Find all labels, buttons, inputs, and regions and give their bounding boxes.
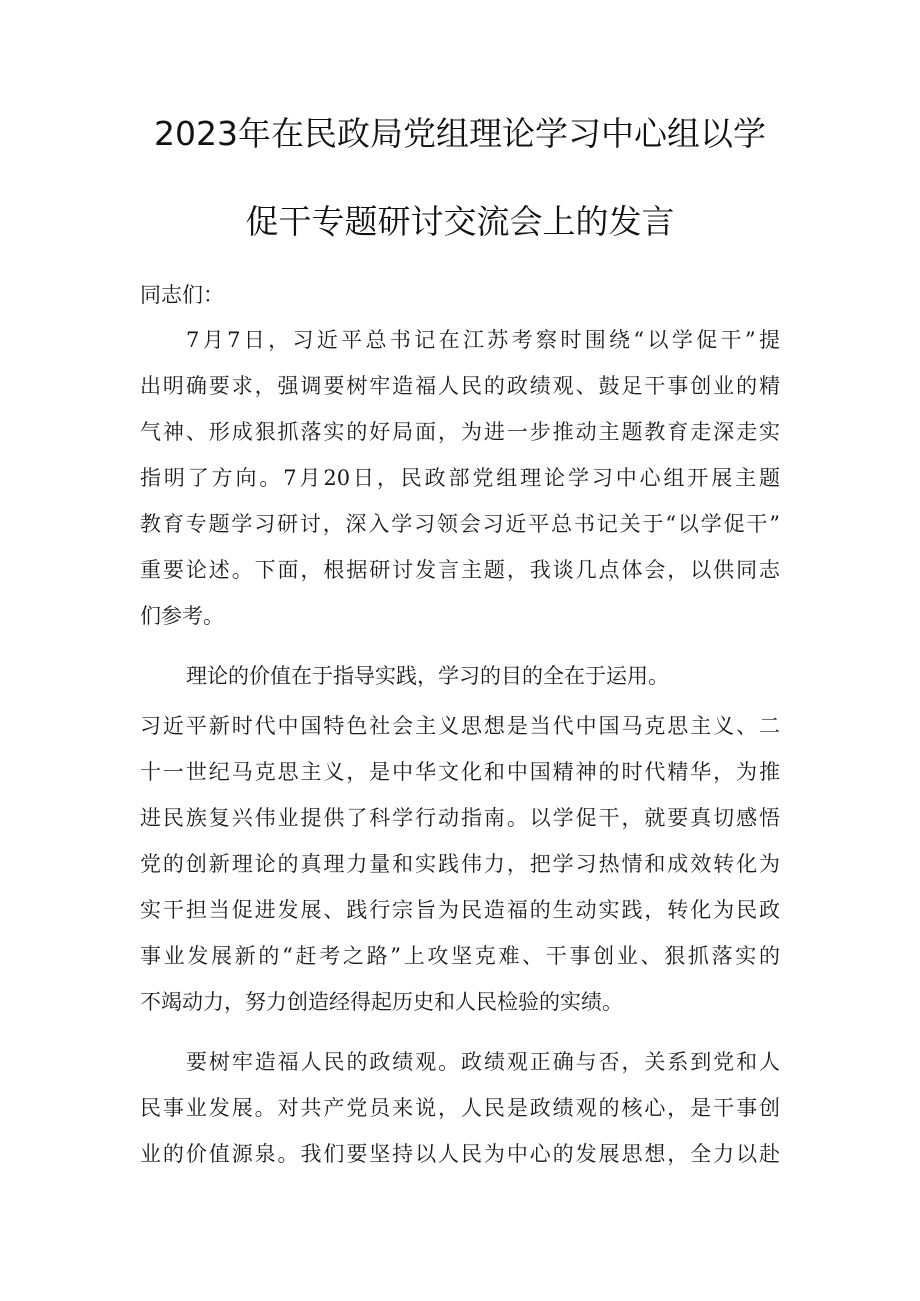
paragraph-line: 气神、形成狠抓落实的好局面，为进一步推动主题教育走深走实	[140, 420, 780, 444]
paragraph-line: 民事业发展。对共产党员来说，人民是政绩观的核心，是干事创	[140, 1096, 780, 1120]
paragraph-line: 事业发展新的“赶考之路”上攻坚克难、干事创业、狠抓落实的	[140, 944, 780, 968]
paragraph-line: 教育专题学习研讨，深入学习领会习近平总书记关于“以学促干”	[140, 512, 780, 536]
paragraph-line: 重要论述。下面，根据研讨发言主题，我谈几点体会，以供同志	[140, 558, 780, 582]
paragraph-line: 理论的价值在于指导实践，学习的目的全在于运用。	[186, 664, 669, 688]
paragraph-line: 业的价值源泉。我们要坚持以人民为中心的发展思想，全力以赴	[140, 1142, 780, 1166]
paragraph-line: 习近平新时代中国特色社会主义思想是当代中国马克思主义、二	[140, 714, 780, 738]
paragraph-line: 实干担当促进发展、践行宗旨为民造福的生动实践，转化为民政	[140, 898, 780, 922]
paragraph-line: 要树牢造福人民的政绩观。政绩观正确与否，关系到党和人	[186, 1050, 780, 1074]
paragraph-line: 进民族复兴伟业提供了科学行动指南。以学促干，就要真切感悟	[140, 806, 780, 830]
paragraph-line: 党的创新理论的真理力量和实践伟力，把学习热情和成效转化为	[140, 852, 780, 876]
paragraph-line: 们参考。	[140, 604, 224, 628]
salutation: 同志们：	[140, 283, 224, 307]
document-title-line-1: 2023年在民政局党组理论学习中心组以学	[154, 114, 766, 153]
paragraph-line: 指明了方向。7月20日，民政部党组理论学习中心组开展主题	[140, 466, 780, 490]
paragraph-line: 出明确要求，强调要树牢造福人民的政绩观、鼓足干事创业的精	[140, 374, 780, 398]
paragraph-line: 不竭动力，努力创造经得起历史和人民检验的实绩。	[140, 990, 623, 1014]
document-title-line-2: 促干专题研讨交流会上的发言	[245, 202, 675, 241]
paragraph-line: 十一世纪马克思主义，是中华文化和中国精神的时代精华，为推	[140, 760, 780, 784]
paragraph-line: 7月7日，习近平总书记在江苏考察时围绕“以学促干”提	[186, 328, 780, 352]
